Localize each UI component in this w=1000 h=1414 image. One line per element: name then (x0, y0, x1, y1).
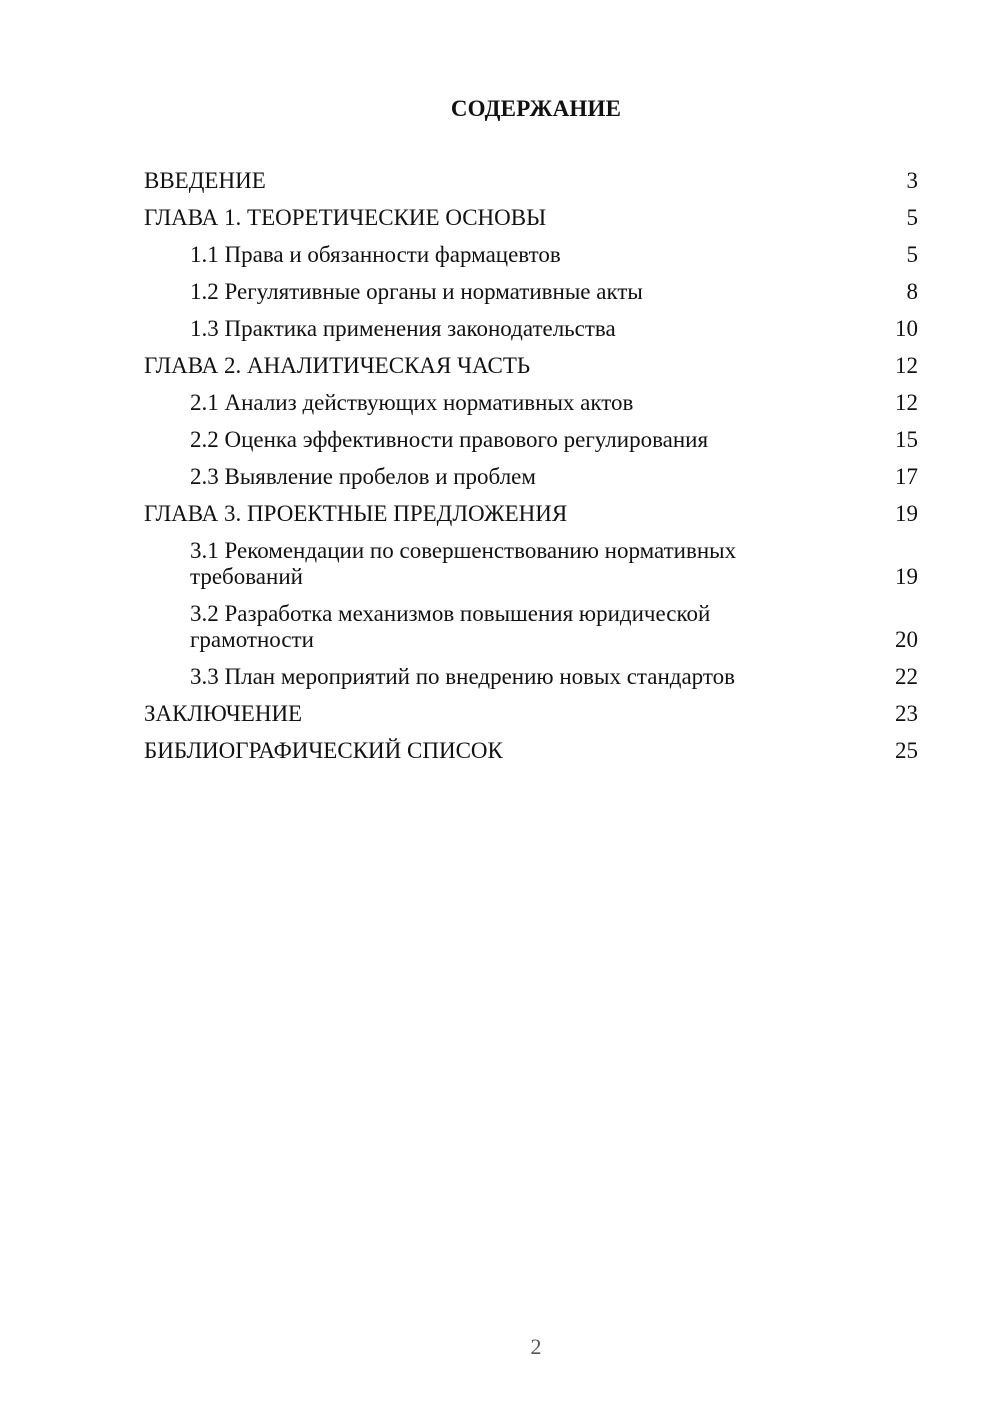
toc-entry-title: 2.3 Выявление пробелов и проблем (190, 464, 536, 489)
toc-entry-title: БИБЛИОГРАФИЧЕСКИЙ СПИСОК (144, 738, 503, 763)
toc-entry-bibliography (144, 738, 918, 764)
toc-entry-page-number: 23 (895, 701, 918, 726)
toc-entry-section-3-2 (144, 601, 918, 653)
toc-entry-page-number: 15 (895, 427, 918, 452)
toc-entry-page-number: 5 (906, 242, 918, 267)
toc-entry-page-number: 20 (895, 627, 918, 652)
toc-entry-title: 3.1 Рекомендации по совершенствованию нормативных требований (190, 538, 737, 589)
toc-entry-page-number: 25 (895, 738, 918, 763)
toc-entry-title: ГЛАВА 1. ТЕОРЕТИЧЕСКИЕ ОСНОВЫ (144, 205, 547, 230)
toc-entry-introduction (144, 168, 918, 194)
toc-entry-title: 3.3 План мероприятий по внедрению новых стандартов (190, 664, 735, 689)
toc-entry-page-number: 8 (906, 279, 918, 304)
toc-entry-section-3-1 (144, 538, 918, 590)
toc-entry-title: 1.1 Права и обязанности фармацевтов (190, 242, 561, 267)
toc-entry-page-number: 17 (895, 464, 918, 489)
toc-entry-section-1-3 (144, 316, 918, 342)
toc-entry-section-2-3 (144, 464, 918, 490)
toc-entry-page-number: 12 (895, 390, 918, 415)
table-of-contents (144, 168, 918, 775)
toc-entry-page-number: 5 (906, 205, 918, 230)
toc-entry-title: 2.1 Анализ действующих нормативных актов (190, 390, 634, 415)
toc-entry-title: ВВЕДЕНИЕ (144, 168, 266, 193)
toc-entry-section-3-3 (144, 664, 918, 690)
toc-entry-page-number: 12 (895, 353, 918, 378)
toc-entry-title: ГЛАВА 3. ПРОЕКТНЫЕ ПРЕДЛОЖЕНИЯ (144, 501, 568, 526)
toc-entry-section-1-2 (144, 279, 918, 305)
toc-entry-page-number: 19 (895, 564, 918, 589)
toc-entry-chapter-1 (144, 205, 918, 231)
toc-entry-title: 1.2 Регулятивные органы и нормативные акты (190, 279, 643, 304)
toc-entry-title: ГЛАВА 2. АНАЛИТИЧЕСКАЯ ЧАСТЬ (144, 353, 531, 378)
toc-entry-title: ЗАКЛЮЧЕНИЕ (144, 701, 303, 726)
toc-entry-page-number: 22 (895, 664, 918, 689)
toc-entry-title: 1.3 Практика применения законодательства (190, 316, 616, 341)
toc-entry-section-1-1 (144, 242, 918, 268)
toc-entry-page-number: 3 (906, 168, 918, 193)
toc-entry-title: 3.2 Разработка механизмов повышения юридической грамотности (190, 601, 711, 652)
toc-entry-conclusion (144, 701, 918, 727)
page-title: СОДЕРЖАНИЕ (450, 96, 622, 121)
toc-entry-page-number: 19 (895, 501, 918, 526)
toc-entry-chapter-2 (144, 353, 918, 379)
toc-entry-chapter-3 (144, 501, 918, 527)
toc-entry-page-number: 10 (895, 316, 918, 341)
toc-entry-title: 2.2 Оценка эффективности правового регулирования (190, 427, 709, 452)
page-number: 2 (530, 1334, 542, 1359)
toc-entry-section-2-1 (144, 390, 918, 416)
toc-entry-section-2-2 (144, 427, 918, 453)
